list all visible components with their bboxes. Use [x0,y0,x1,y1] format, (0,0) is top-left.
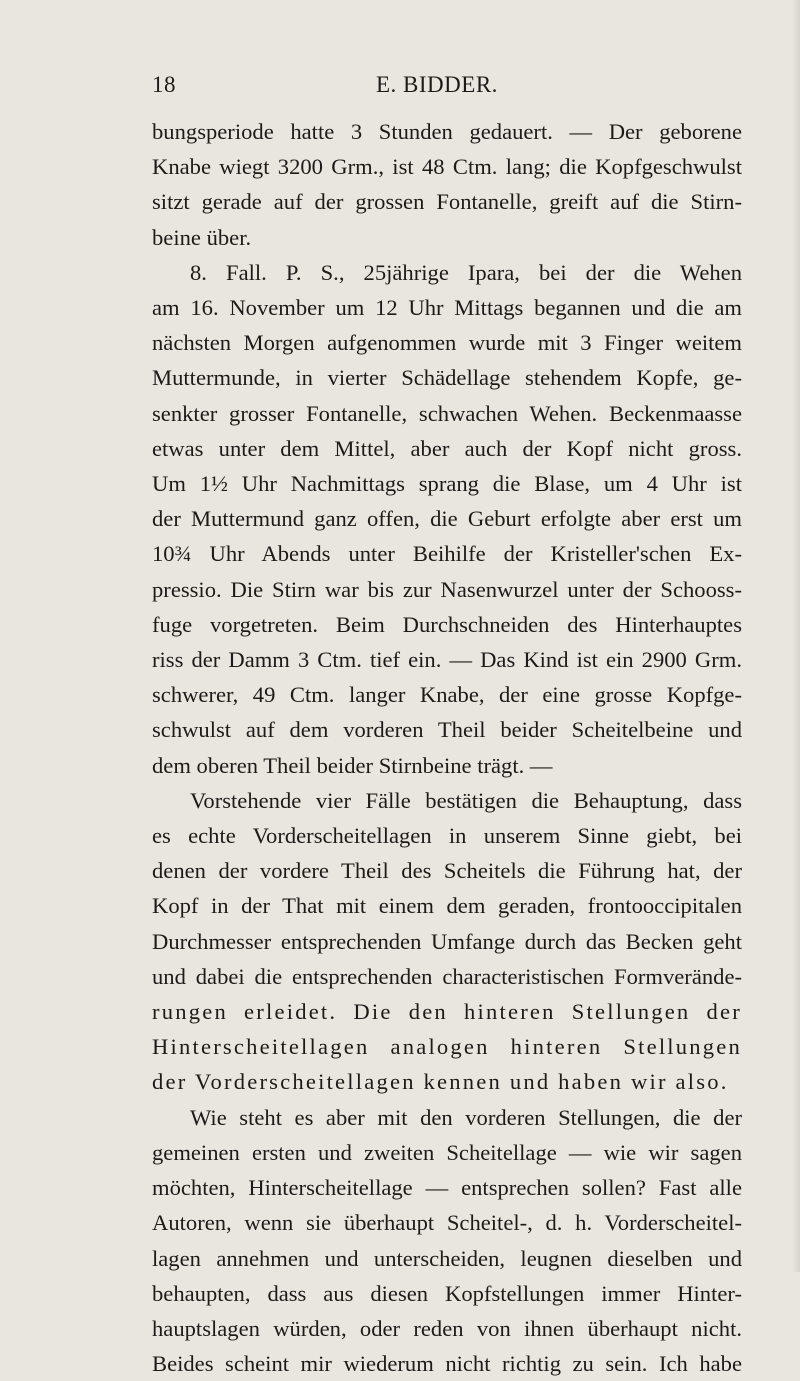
text-line: etwas unter dem Mittel, aber auch der Kopf nicht gross. [152,435,742,461]
text-line: Muttermunde, in vierter Schädellage stehendem Kopfe, ge- [152,365,742,391]
text-line: schwerer, 49 Ctm. langer Knabe, der eine grosse Kopfge- [152,682,742,708]
page-edge-shadow [792,0,800,1272]
text-line: pressio. Die Stirn war bis zur Nasenwurzel unter der Schooss- [152,576,742,602]
page-number: 18 [152,72,176,97]
text-line: dem oberen Theil beider Stirnbeine trägt. — [152,752,553,778]
text-line: Wie steht es aber mit den vorderen Stellungen, die der [190,1104,742,1130]
text-line: der Vorderscheitellagen kennen und haben wir also. [152,1069,729,1095]
running-header [152,72,742,102]
text-line: lagen annehmen und unterscheiden, leugnen dieselben und [152,1245,742,1271]
text-line: Knabe wiegt 3200 Grm., ist 48 Ctm. lang; die Kopfgeschwulst [152,154,742,180]
text-line: Kopf in der That mit einem dem geraden, frontooccipitalen [152,893,742,919]
text-line: Durchmesser entsprechenden Umfange durch das Becken geht [152,928,742,954]
text-line: nächsten Morgen aufgenommen wurde mit 3 Finger weitem [152,330,742,356]
text-line: Vorstehende vier Fälle bestätigen die Behauptung, dass [190,787,742,813]
text-line: am 16. November um 12 Uhr Mittags begannen und die am [152,295,742,321]
text-line: 8. Fall. P. S., 25jährige Ipara, bei der die Wehen [190,259,742,285]
text-line: senkter grosser Fontanelle, schwachen Wehen. Beckenmaasse [152,400,742,426]
text-line: fuge vorgetreten. Beim Durchschneiden des Hinterhauptes [152,611,742,637]
body-text [152,114,742,1381]
text-line: riss der Damm 3 Ctm. tief ein. — Das Kind ist ein 2900 Grm. [152,647,742,673]
text-line: Autoren, wenn sie überhaupt Scheitel-, d. h. Vorderscheitel- [152,1210,742,1236]
text-line: denen der vordere Theil des Scheitels die Führung hat, der [152,858,742,884]
running-title: E. BIDDER. [376,72,498,97]
text-line: und dabei die entsprechenden characteristischen Formverände- [152,963,742,989]
text-line: beine über. [152,224,252,250]
text-line: Um 1½ Uhr Nachmittags sprang die Blase, um 4 Uhr ist [152,471,742,497]
text-line: gemeinen ersten und zweiten Scheitellage — wie wir sagen [152,1139,742,1165]
text-line: möchten, Hinterscheitellage — entsprechen sollen? Fast alle [152,1175,742,1201]
text-line: 10¾ Uhr Abends unter Beihilfe der Kristeller'schen Ex- [152,541,742,567]
text-line: es echte Vorderscheitellagen in unserem Sinne giebt, bei [152,823,742,849]
text-line: bungsperiode hatte 3 Stunden gedauert. — Der geborene [152,119,742,144]
text-line: rungen erleidet. Die den hinteren Stellungen der [152,999,742,1025]
text-line: sitzt gerade auf der grossen Fontanelle, greift auf die Stirn- [152,189,742,215]
text-line: Hinterscheitellagen analogen hinteren Stellungen [152,1034,742,1060]
text-line: der Muttermund ganz offen, die Geburt erfolgte aber erst um [152,506,742,532]
text-line: Beides scheint mir wiederum nicht richtig zu sein. Ich habe [152,1351,742,1377]
text-line: schwulst auf dem vorderen Theil beider Scheitelbeine und [152,717,742,743]
text-line: behaupten, dass aus diesen Kopfstellungen immer Hinter- [152,1280,742,1306]
text-line: hauptslagen würden, oder reden von ihnen überhaupt nicht. [152,1315,742,1341]
